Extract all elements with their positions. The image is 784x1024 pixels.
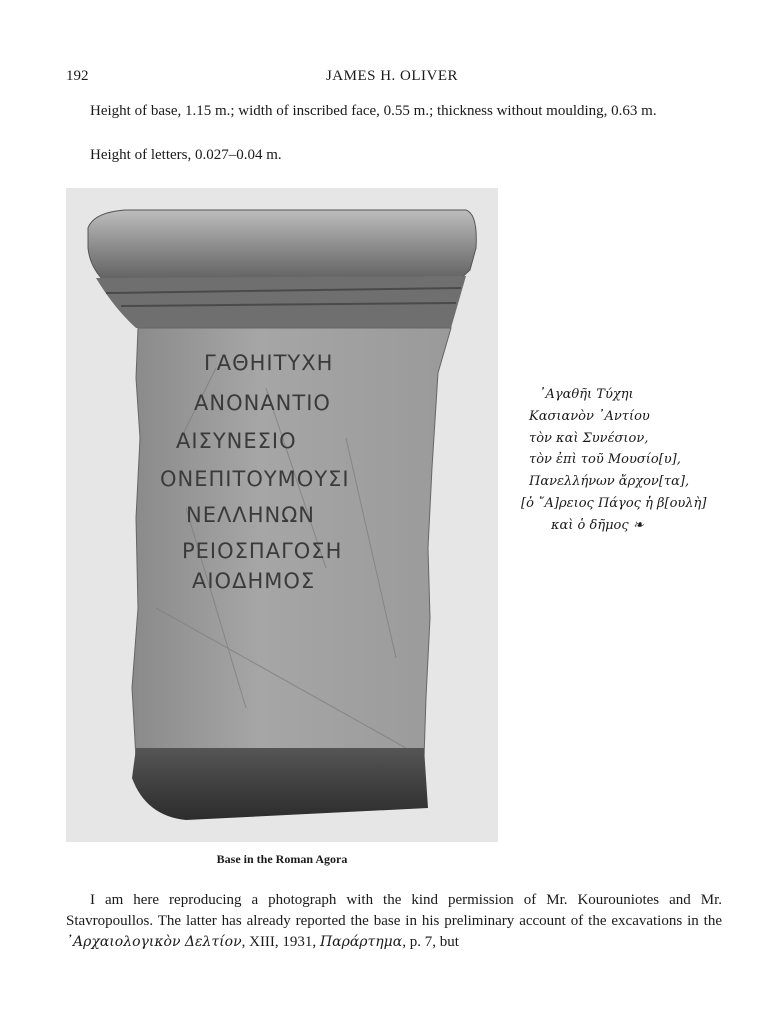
- page-number: 192: [66, 68, 89, 84]
- body-text: , p. 7, but: [402, 934, 459, 950]
- body-text: , XIII, 1931,: [241, 934, 320, 950]
- transcription-line: Κασιανὸν ᾿Αντίου: [529, 408, 650, 424]
- measurements-line-1: Height of base, 1.15 m.; width of inscribed face, 0.55 m.; thickness without moulding, 0.63 m.: [90, 103, 657, 119]
- top-moulding: [88, 210, 476, 283]
- running-head: JAMES H. OLIVER: [325, 68, 459, 84]
- transcription-line: καὶ ὁ δῆμος ❧: [551, 517, 644, 533]
- body-text: I am here reproducing a photograph with the kind permission of Mr. Kourouniotes and Mr. Stavropoullos. The latter has already reported the base in his preliminary account of the excavations in the: [66, 892, 722, 929]
- transcription-line: τὸν καὶ Συνέσιον,: [529, 430, 649, 446]
- stone-inscription-line: ΓΑΘΗΙΤΥΧΗ: [204, 351, 334, 375]
- bottom-plinth: [132, 748, 428, 820]
- body-paragraph: [66, 890, 722, 953]
- figure-caption: Base in the Roman Agora: [216, 852, 348, 866]
- stone-inscription-line: ΝΕΛΛΗΝΩΝ: [186, 503, 315, 527]
- stone-inscription-line: ΡΕΙΟΣΠΑΓΟΣΗ: [182, 539, 343, 563]
- photo-figure: [66, 188, 498, 842]
- measurements-line-2: Height of letters, 0.027–0.04 m.: [90, 147, 282, 163]
- supplement-title: Παράρτημα: [319, 934, 403, 950]
- stone-inscription-line: ΑΙΟΔΗΜΟΣ: [192, 569, 316, 593]
- transcription-line: ᾿Αγαθῆι Τύχηι: [539, 387, 634, 402]
- greek-transcription: [521, 384, 741, 537]
- journal-title: ᾿Αρχαιολογικὸν Δελτίον: [66, 934, 242, 950]
- stone-base-photo: [66, 188, 498, 842]
- transcription-line: [ὁ ῎Α]ρειος Πάγος ἡ β[ουλὴ]: [521, 495, 707, 511]
- transcription-line: τὸν ἐπὶ τοῦ Μουσίο[υ],: [529, 452, 681, 468]
- stone-inscription-line: ΑΝΟΝΑΝΤΙΟ: [194, 391, 331, 415]
- stone-inscription-line: ΑΙΣΥΝΕΣΙΟ: [176, 429, 297, 453]
- stone-inscription-line: ΟΝΕΠΙΤΟΥΜΟΥΣΙ: [160, 467, 350, 491]
- transcription-line: Πανελλήνων ἄρχον[τα],: [529, 474, 690, 490]
